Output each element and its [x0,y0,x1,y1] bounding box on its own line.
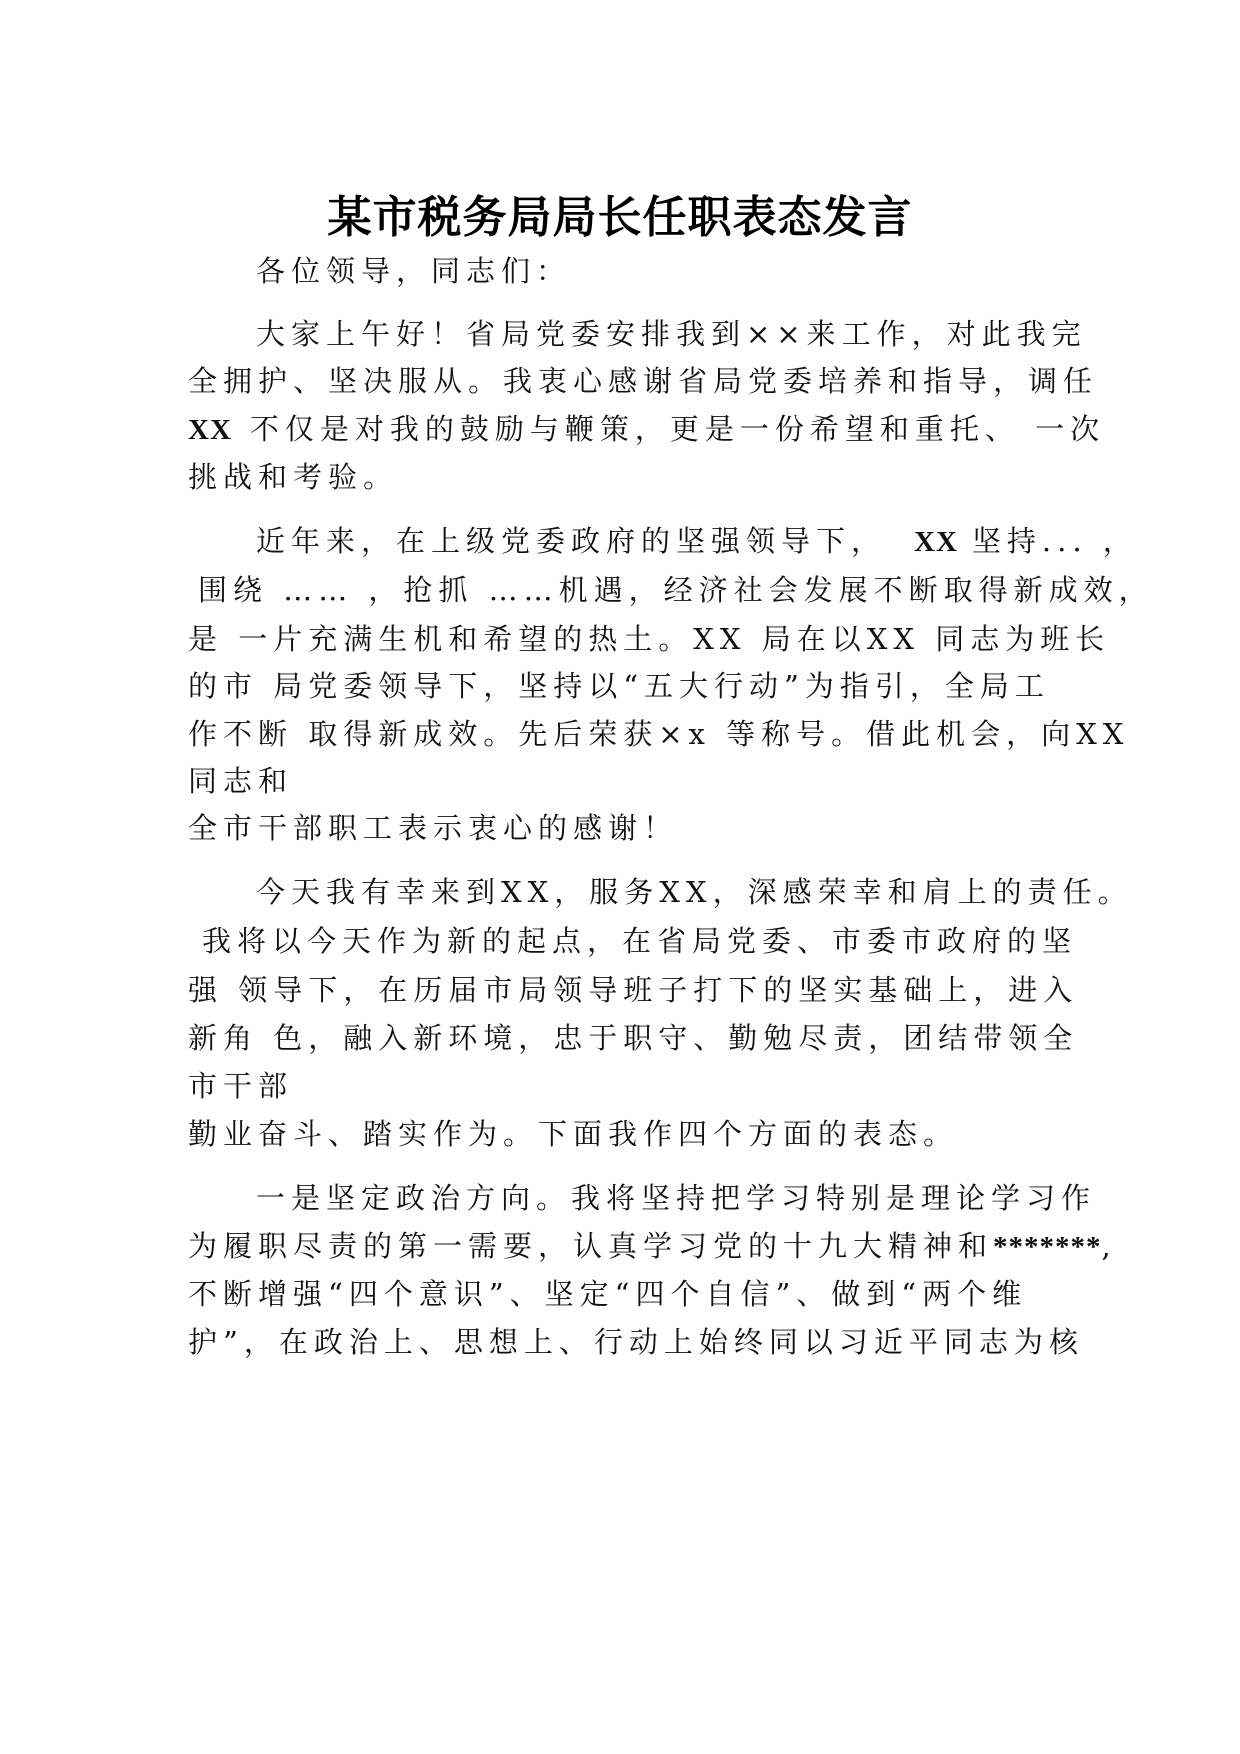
p1-line-3 [188,409,1106,450]
p3-line-6: 勤业奋斗、踏实作为。下面我作四个方面的表态。 [188,1117,959,1151]
p1-line-4: 挑战和考验。 [188,460,399,494]
p3-line-2: 我将以今天作为新的起点，在省局党委、市委市政府的坚 [202,924,1078,958]
p2-line-6: 同志和 [188,764,294,798]
p4-line-3: 不断增强“四个意识”、坚定“四个自信”、做到“两个维 [188,1277,1028,1311]
p4-line-1: 一是坚定政治方向。我将坚持把学习特别是理论学习作 [256,1181,1097,1215]
p4-line-2b: , [1101,1229,1117,1263]
redacted-bold: ******* [993,1231,1102,1263]
p2-line-5: 作不断 取得新成效。先后荣获×x 等称号。借此机会，向XX [188,717,1130,751]
p4-line-2 [188,1226,1117,1267]
greeting: 各位领导，同志们： [256,254,572,288]
p3-line-4: 新角 色，融入新环境，忠于职守、勤勉尽责，团结带领全 [188,1021,1079,1055]
p3-line-5: 市干部 [188,1069,294,1103]
p2-line-3: 是 一片充满生机和希望的热土。XX 局在以XX 同志为班长 [188,622,1111,656]
xx-bold: XX [914,526,958,558]
p3-line-1: 今天我有幸来到XX，服务XX，深感荣幸和肩上的责任。 [256,875,1133,909]
p2-line-1b: 坚持... ， [971,524,1138,558]
xx-bold: XX [188,414,232,446]
p1-line-2: 全拥护、坚决服从。我衷心感谢省局党委培养和指导，调任 [188,364,1099,398]
p4-line-2a: 为履职尽责的第一需要，认真学习党的十九大精神和 [188,1229,994,1263]
p3-line-3: 强 领导下，在历届市局领导班子打下的坚实基础上，进入 [188,973,1079,1007]
p2-line-2: 围绕 …… ，抢抓 ……机遇，经济社会发展不断取得新成效， [198,573,1154,607]
document-title: 某市税务局局长任职表态发言 [327,192,913,243]
p2-line-1 [256,521,1138,562]
p2-line-7: 全市干部职工表示衷心的感谢！ [188,811,679,845]
p2-line-1a: 近年来，在上级党委政府的坚强领导下， [256,524,887,558]
p4-line-4: 护”，在政治上、思想上、行动上始终同以习近平同志为核 [188,1325,1084,1359]
p1-line-3-text: 不仅是对我的鼓励与鞭策，更是一份希望和重托、 一次 [249,412,1106,446]
p1-line-1: 大家上午好！省局党委安排我到××来工作，对此我完 [256,317,1087,351]
p2-line-4: 的市 局党委领导下，坚持以“五大行动”为指引，全局工 [188,669,1050,703]
